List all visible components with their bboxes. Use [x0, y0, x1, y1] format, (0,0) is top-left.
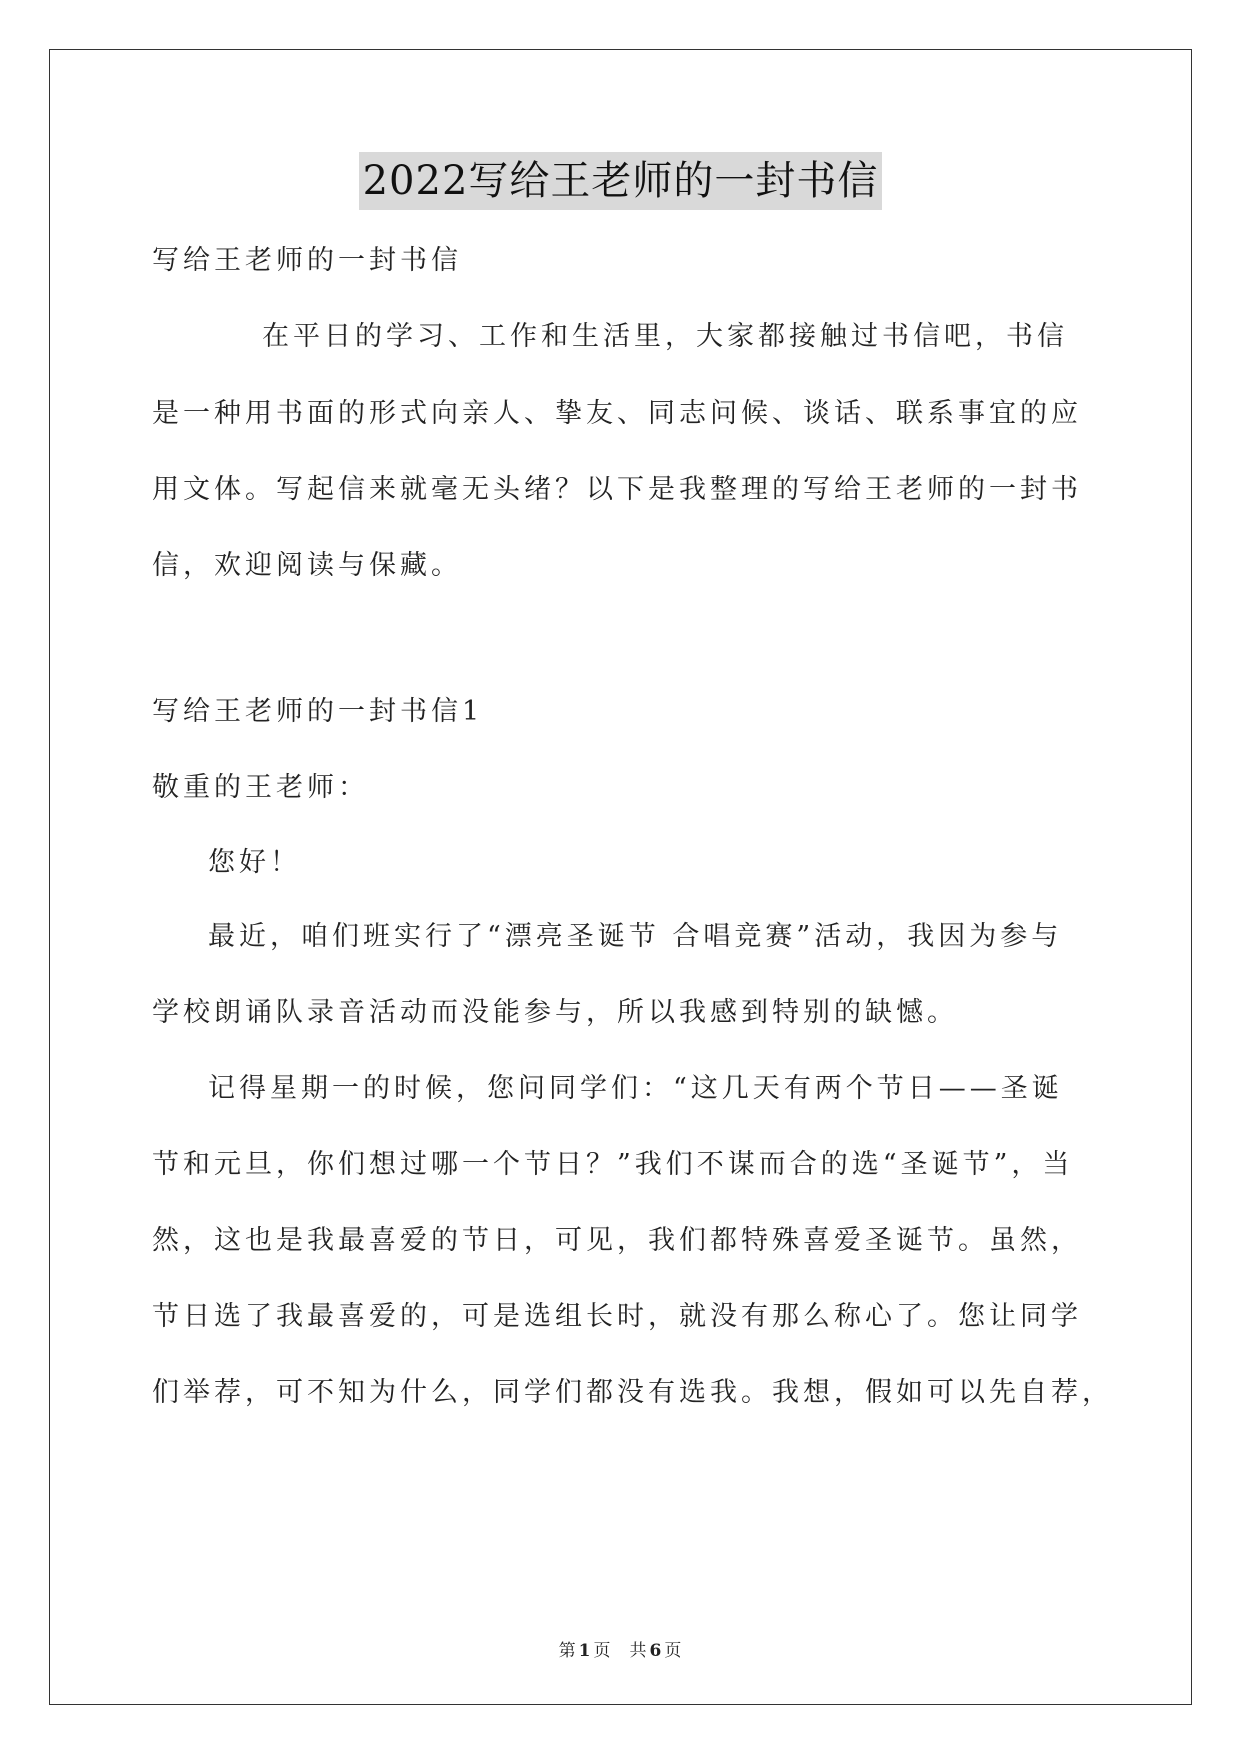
total-pages: 6: [649, 1641, 663, 1661]
paragraph-line: 用文体。写起信来就毫无头绪？以下是我整理的写给王老师的一封书: [152, 474, 1082, 505]
paragraph-line: 在平日的学习、工作和生活里，大家都接触过书信吧，书信: [262, 321, 1068, 352]
greeting: 您好！: [208, 847, 301, 878]
paragraph-line: 节和元旦，你们想过哪一个节日？”我们不谋而合的选“圣诞节”，当: [152, 1149, 1074, 1180]
title-container: [0, 152, 1241, 210]
subtitle-line: 写给王老师的一封书信: [152, 245, 462, 276]
salutation: 敬重的王老师：: [152, 772, 369, 803]
document-title: 2022写给王老师的一封书信: [359, 152, 883, 210]
paragraph-line: 是一种用书面的形式向亲人、挚友、同志问候、谈话、联系事宜的应: [152, 398, 1082, 429]
paragraph-line: 记得星期一的时候，您问同学们：“这几天有两个节日——圣诞: [208, 1073, 1063, 1104]
paragraph-line: 然，这也是我最喜爱的节日，可见，我们都特殊喜爱圣诞节。虽然，: [152, 1225, 1082, 1256]
paragraph-line: 们举荐，可不知为什么，同学们都没有选我。我想，假如可以先自荐，: [152, 1377, 1113, 1408]
total-suffix: 页: [664, 1641, 683, 1661]
paragraph-line: 学校朗诵队录音活动而没能参与，所以我感到特别的缺憾。: [152, 997, 958, 1028]
page-suffix: 页: [593, 1641, 612, 1661]
page-footer: [0, 1636, 1241, 1661]
page-prefix: 第: [558, 1641, 577, 1661]
paragraph-line: 信，欢迎阅读与保藏。: [152, 550, 462, 581]
paragraph-line: 最近，咱们班实行了“漂亮圣诞节 合唱竞赛”活动，我因为参与: [208, 921, 1063, 952]
total-prefix: 共: [629, 1641, 648, 1661]
paragraph-line: 节日选了我最喜爱的，可是选组长时，就没有那么称心了。您让同学: [152, 1301, 1082, 1332]
section-heading: 写给王老师的一封书信1: [152, 696, 484, 727]
page-number: 1: [578, 1641, 592, 1661]
